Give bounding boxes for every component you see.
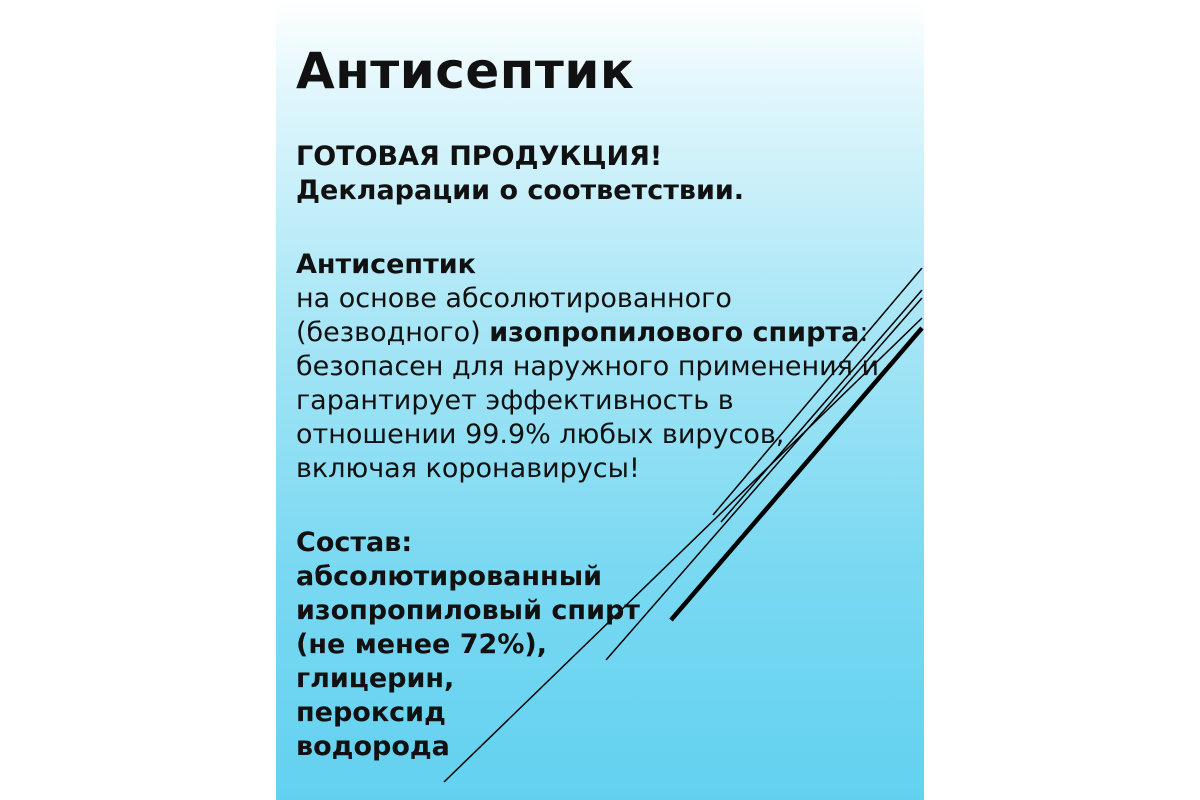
- description-line-2-suffix: :: [859, 317, 869, 348]
- composition-line: глицерин,: [296, 663, 455, 694]
- description-line-4: гарантирует эффективность в: [296, 385, 734, 416]
- header-line-2: Декларации о соответствии.: [296, 175, 745, 206]
- description-line-2: [296, 316, 916, 350]
- page-title: Антисептик: [296, 42, 635, 100]
- composition-line: пероксид: [296, 697, 446, 728]
- slide-content: [296, 140, 916, 764]
- composition-line: водорода: [296, 731, 450, 762]
- description-line-5: отношении 99.9% любых вирусов,: [296, 419, 785, 450]
- header-line-1: ГОТОВАЯ ПРОДУКЦИЯ!: [296, 141, 663, 172]
- composition-line: изопропиловый спирт: [296, 595, 640, 626]
- description-line-2-prefix: (безводного): [296, 317, 490, 348]
- spacer: [296, 208, 916, 248]
- composition-line: абсолютированный: [296, 561, 603, 592]
- description-line-6: включая коронавирусы!: [296, 453, 640, 484]
- description-heading: Антисептик: [296, 249, 476, 280]
- description-line-2-bold: изопропилового спирта: [489, 317, 860, 348]
- slide: [276, 0, 924, 800]
- composition-line: (не менее 72%),: [296, 629, 547, 660]
- description-line-1: на основе абсолютированного: [296, 283, 732, 314]
- composition-heading: Состав:: [296, 527, 413, 558]
- spacer: [296, 486, 916, 526]
- description-line-3: безопасен для наружного применения и: [296, 351, 880, 382]
